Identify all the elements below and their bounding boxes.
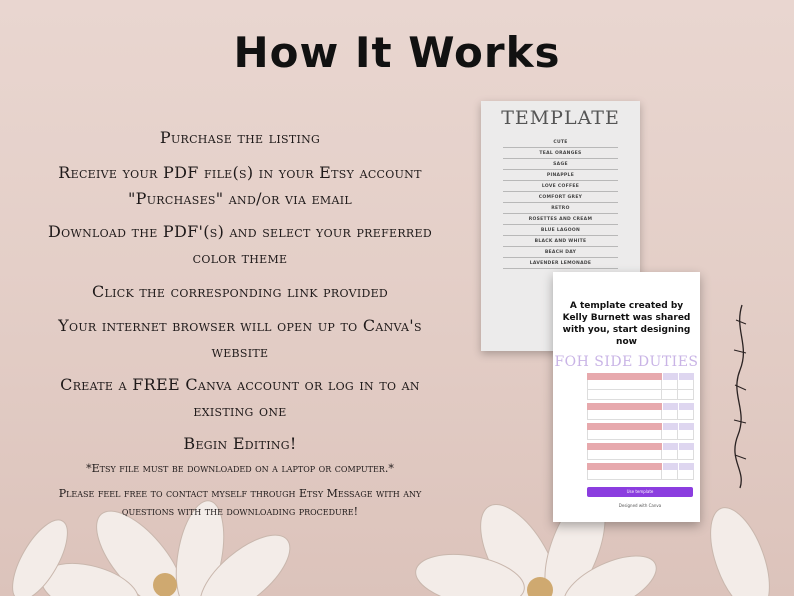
page-title: How It Works — [233, 28, 561, 77]
theme-label: TEAL ORANGES — [539, 151, 582, 156]
theme-item — [481, 173, 640, 181]
template-doc-title: TEMPLATE — [501, 107, 620, 129]
use-template-button[interactable]: Use template — [587, 487, 693, 497]
step-receive-line1: Receive your PDF file(s) in your Etsy account — [58, 163, 422, 182]
theme-item — [481, 217, 640, 225]
theme-label: BLUE LAGOON — [540, 228, 581, 233]
duties-table — [587, 443, 694, 460]
foh-heading: FOH SIDE DUTIES — [554, 354, 699, 370]
step-receive-line2: "Purchases" and/or via email — [128, 189, 352, 208]
step-account-line1: Create a FREE Canva account or log in to an — [60, 375, 420, 394]
theme-label: LAVENDER LEMONADE — [529, 261, 592, 266]
etsy-note: *Etsy file must be downloaded on a laptop or computer.* — [86, 462, 394, 475]
theme-item — [481, 206, 640, 214]
theme-item — [481, 184, 640, 192]
theme-label: RETRO — [551, 206, 570, 211]
share-message: A template created by Kelly Burnett was shared with you, start designing now — [562, 301, 691, 347]
theme-label: ROSETTES AND CREAM — [528, 217, 593, 222]
step-browser-line1: Your internet browser will open up to Canva's — [58, 316, 422, 335]
duties-table — [587, 373, 694, 400]
theme-item — [481, 195, 640, 203]
theme-item — [481, 151, 640, 159]
step-begin-editing: Begin Editing! — [183, 434, 297, 453]
template-doc-subtext — [493, 131, 628, 136]
step-download-line2: color theme — [192, 248, 288, 267]
step-account-line2: existing one — [193, 401, 287, 420]
theme-label: COMFORT GREY — [538, 195, 583, 200]
canva-share-card — [553, 272, 700, 522]
duties-table — [587, 423, 694, 440]
theme-label: SAGE — [553, 162, 568, 167]
theme-label: BEACH DAY — [544, 250, 577, 255]
theme-label: BLACK AND WHITE — [534, 239, 587, 244]
theme-label: CUTE — [553, 140, 568, 145]
duties-table — [587, 463, 694, 480]
theme-item — [481, 250, 640, 258]
theme-label: PINAPPLE — [546, 173, 575, 178]
contact-line1: Please feel free to contact myself through Etsy Message with any — [58, 487, 422, 500]
designed-with-canva: Designed with Canva — [618, 503, 662, 508]
theme-item — [481, 140, 640, 148]
signature-logo — [722, 300, 762, 490]
duties-table — [587, 403, 694, 420]
theme-label: LOVE COFFEE — [541, 184, 580, 189]
step-click-link: Click the corresponding link provided — [91, 282, 389, 301]
theme-item — [481, 261, 640, 269]
step-download-line1: Download the PDF'(s) and select your preferred — [48, 222, 432, 241]
theme-item — [481, 239, 640, 247]
step-purchase: Purchase the listing — [159, 128, 321, 147]
theme-item — [481, 162, 640, 170]
theme-item — [481, 228, 640, 236]
step-browser-line2: website — [211, 342, 269, 361]
contact-line2: questions with the downloading procedure! — [121, 505, 359, 518]
browser-url-text — [559, 281, 694, 286]
